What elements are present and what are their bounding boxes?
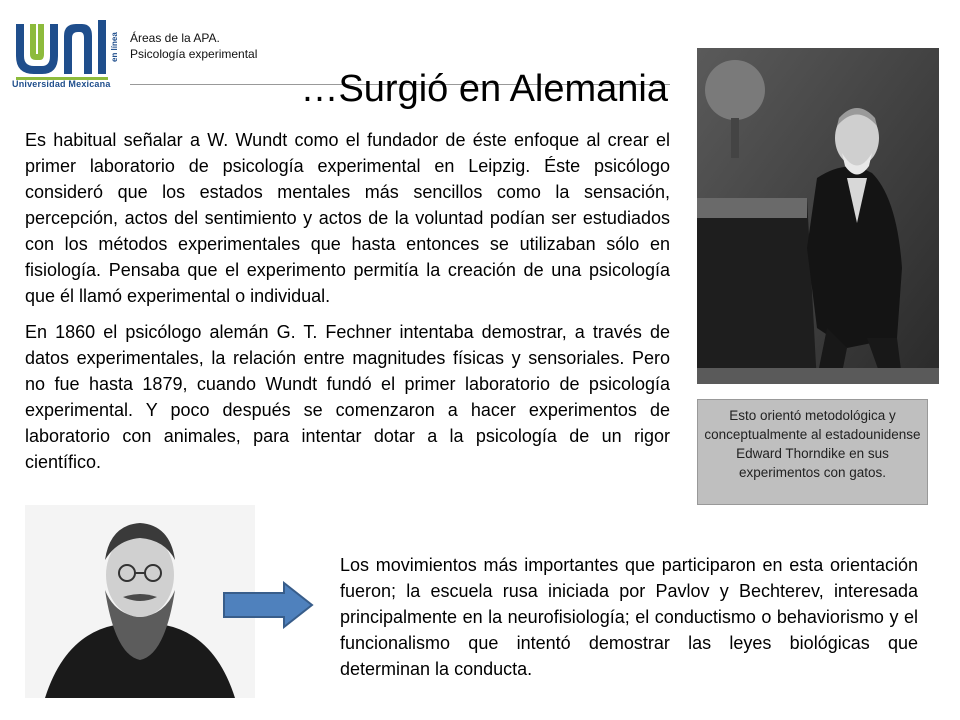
subject-line-2: Psicología experimental bbox=[130, 47, 258, 61]
logo-caption: Universidad Mexicana bbox=[12, 79, 111, 89]
subject-line-1: Áreas de la APA. bbox=[130, 31, 220, 45]
paragraph-1: Es habitual señalar a W. Wundt como el fundador de éste enfoque al crear el primer laboratorio de psicología experimental en Leipzig. Éste psicólogo consideró que los estados mentales más sencillos como la sensación, percepción, actos del sentimiento y actos de la voluntad podían ser estudiados con los métodos experimentales que hasta entonces se utilizaban sólo en fisiología. Pensaba que el experimento permitía la creación de una psicología que él llamó experimental o individual. bbox=[25, 130, 670, 306]
subject-header bbox=[130, 30, 257, 62]
portrait-wundt-photo bbox=[25, 505, 255, 698]
slide-title: …Surgió en Alemania bbox=[300, 68, 668, 110]
arrow-right-icon bbox=[222, 581, 314, 629]
main-text bbox=[25, 127, 670, 485]
logo-side-text: en línea bbox=[110, 32, 119, 62]
portrait-seated-photo bbox=[697, 48, 939, 384]
photo-caption: Esto orientó metodológica y conceptualmente al estadounidense Edward Thorndike en sus experimentos con gatos. bbox=[697, 399, 928, 505]
bottom-paragraph: Los movimientos más importantes que participaron en esta orientación fueron; la escuela rusa iniciada por Pavlov y Bechterev, interesada principalmente en la neurofisiología; el conductismo o behaviorismo y el funcionalismo que intentó demostrar las leyes biológicas que determinan la conducta. bbox=[340, 555, 918, 679]
paragraph-2: En 1860 el psicólogo alemán G. T. Fechner intentaba demostrar, a través de datos experimentales, la relación entre magnitudes físicas y sensoriales. Pero no fue hasta 1879, cuando Wundt fundó el primer laboratorio de psicología experimental. Y poco después se comenzaron a hacer experimentos de laboratorio con animales, para intentar dotar a la psicología de un rigor científico. bbox=[25, 322, 670, 472]
